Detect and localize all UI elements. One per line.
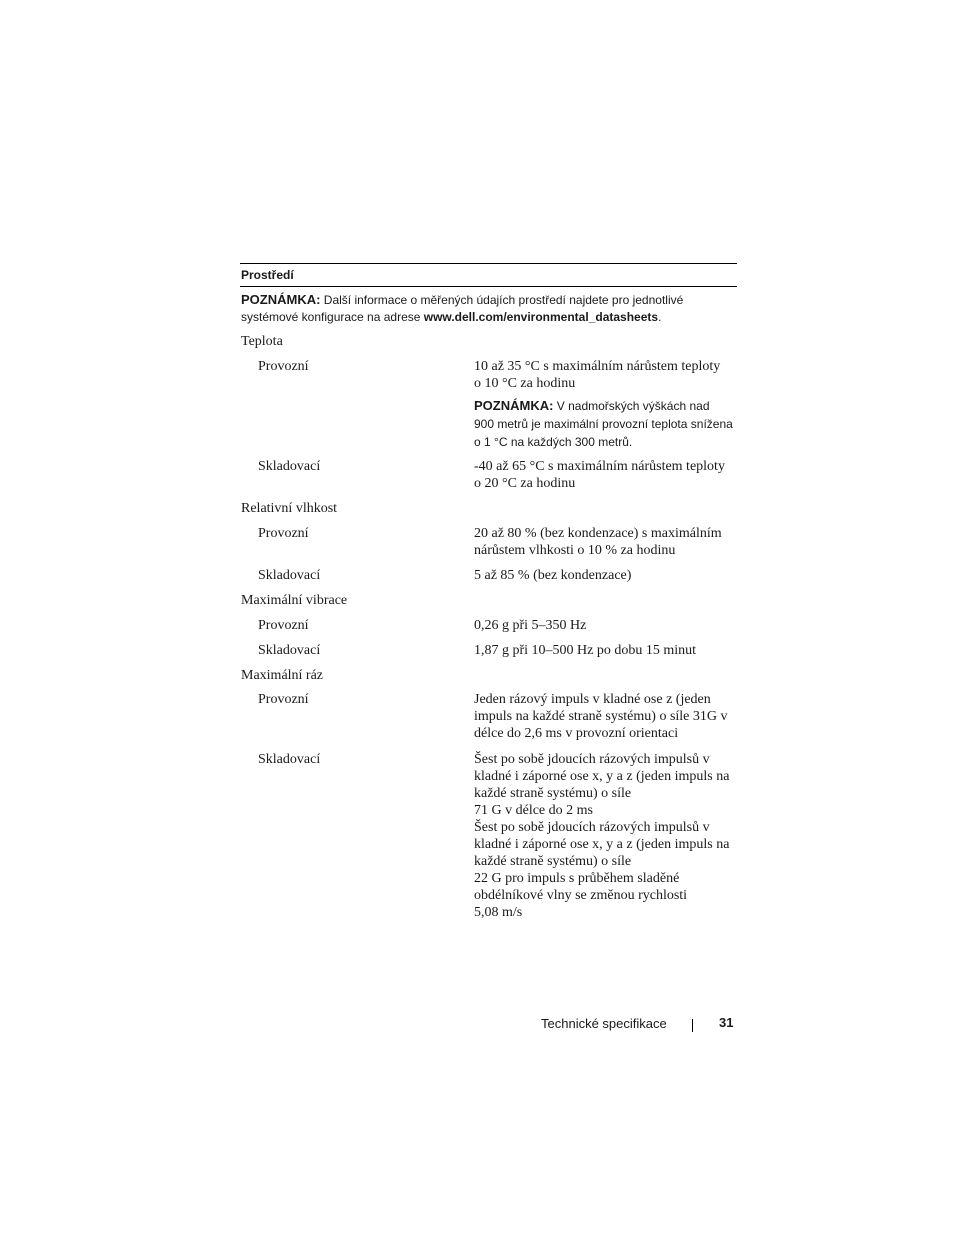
temperature-note-line-2: 900 metrů je maximální provozní teplota snížena <box>474 417 733 431</box>
footer-chapter-title: Technické specifikace <box>541 1016 667 1031</box>
page-number: 31 <box>719 1015 734 1030</box>
value-line: -40 až 65 °C s maximálním nárůstem teploty <box>474 459 725 474</box>
vibration-operating-label: Provozní <box>258 618 309 633</box>
value-line: každé straně systému) o síle <box>474 786 632 801</box>
temperature-note-line-1 <box>474 397 736 415</box>
datasheet-link[interactable]: www.dell.com/environmental_datasheets <box>423 310 659 324</box>
temperature-note <box>474 397 736 451</box>
temperature-storage-label: Skladovací <box>258 459 321 474</box>
note-text-end: . <box>658 310 662 324</box>
value-line: o 10 °C za hodinu <box>474 376 576 391</box>
value-line: 10 až 35 °C s maximálním nárůstem teploty <box>474 359 721 374</box>
vibration-label: Maximální vibrace <box>241 593 348 608</box>
shock-operating-value <box>474 691 736 742</box>
note-text-2: systémové konfigurace na adrese <box>241 310 424 324</box>
vibration-storage-value: 1,87 g při 10–500 Hz po dobu 15 minut <box>474 643 697 658</box>
value-line: kladné i záporné ose x, y a z (jeden impuls na <box>474 837 730 852</box>
note-line-1 <box>241 291 736 309</box>
temperature-operating-label: Provozní <box>258 359 309 374</box>
section-header <box>240 263 737 287</box>
shock-operating-label: Provozní <box>258 692 309 707</box>
value-line: nárůstem vlhkosti o 10 % za hodinu <box>474 543 676 558</box>
value-line: 5,08 m/s <box>474 905 523 920</box>
temperature-label: Teplota <box>241 334 283 349</box>
value-line: 20 až 80 % (bez kondenzace) s maximálním <box>474 526 722 541</box>
note-label: POZNÁMKA: <box>241 292 321 307</box>
vibration-storage-label: Skladovací <box>258 643 321 658</box>
shock-storage-label: Skladovací <box>258 752 321 767</box>
value-line: každé straně systému) o síle <box>474 854 632 869</box>
temperature-note-text: V nadmořských výškách nad <box>553 399 710 413</box>
shock-label: Maximální ráz <box>241 668 324 683</box>
humidity-storage-value: 5 až 85 % (bez kondenzace) <box>474 568 632 583</box>
value-line: kladné i záporné ose x, y a z (jeden impuls na <box>474 769 730 784</box>
section-title: Prostředí <box>241 268 294 282</box>
value-line: o 20 °C za hodinu <box>474 476 576 491</box>
value-line: Šest po sobě jdoucích rázových impulsů v <box>474 820 710 835</box>
temperature-operating-value <box>474 358 736 392</box>
note-line-2 <box>241 309 736 326</box>
value-line: obdélníkové vlny se změnou rychlosti <box>474 888 688 903</box>
value-line: impuls na každé straně systému) o síle 31G v <box>474 709 728 724</box>
humidity-label: Relativní vlhkost <box>241 501 338 516</box>
value-line: 22 G pro impuls s průběhem sladěné <box>474 871 680 886</box>
humidity-operating-value <box>474 525 736 559</box>
humidity-operating-label: Provozní <box>258 526 309 541</box>
temperature-note-line-3: o 1 °C na každých 300 metrů. <box>474 435 633 449</box>
note-text-1: Další informace o měřených údajích prostředí najdete pro jednotlivé <box>320 293 684 307</box>
value-line: Jeden rázový impuls v kladné ose z (jeden <box>474 692 711 707</box>
temperature-storage-value <box>474 458 736 492</box>
temperature-note-label: POZNÁMKA: <box>474 398 554 413</box>
value-line: Šest po sobě jdoucích rázových impulsů v <box>474 752 710 767</box>
value-line: délce do 2,6 ms v provozní orientaci <box>474 726 679 741</box>
vibration-operating-value: 0,26 g při 5–350 Hz <box>474 618 587 633</box>
humidity-storage-label: Skladovací <box>258 568 321 583</box>
footer-separator <box>692 1019 693 1032</box>
value-line: 71 G v délce do 2 ms <box>474 803 593 818</box>
shock-storage-value <box>474 751 736 921</box>
environment-note <box>241 291 736 326</box>
